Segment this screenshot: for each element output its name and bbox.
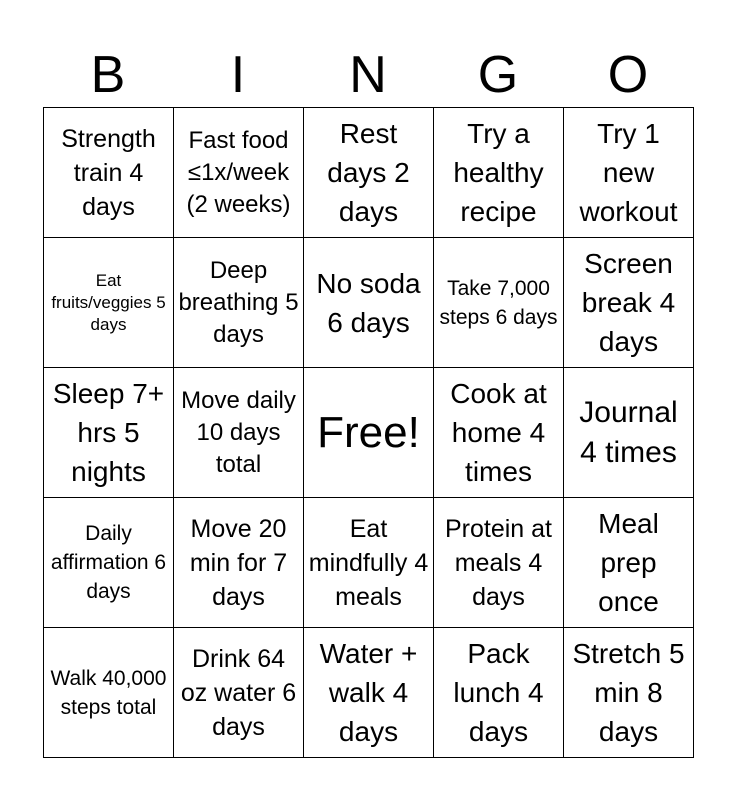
bingo-board	[43, 107, 694, 758]
bingo-cell[interactable]: Eat fruits/veggies 5 days	[44, 238, 174, 368]
bingo-cell[interactable]: Move daily 10 days total	[174, 368, 304, 498]
header-letter-g: G	[477, 46, 519, 104]
header-letter-i: I	[230, 46, 246, 104]
board-row	[44, 628, 694, 758]
bingo-cell[interactable]: Protein at meals 4 days	[434, 498, 564, 628]
bingo-cell[interactable]: Pack lunch 4 days	[434, 628, 564, 758]
board-row	[44, 108, 694, 238]
board-row	[44, 238, 694, 368]
bingo-cell[interactable]: Stretch 5 min 8 days	[564, 628, 694, 758]
bingo-cell[interactable]: Move 20 min for 7 days	[174, 498, 304, 628]
free-space-cell[interactable]: Free!	[304, 368, 434, 498]
board-row	[44, 498, 694, 628]
bingo-cell[interactable]: Daily affirmation 6 days	[44, 498, 174, 628]
board-row	[44, 368, 694, 498]
bingo-cell[interactable]: Fast food ≤1x/week (2 weeks)	[174, 108, 304, 238]
bingo-cell[interactable]: Eat mindfully 4 meals	[304, 498, 434, 628]
bingo-cell[interactable]: Water + walk 4 days	[304, 628, 434, 758]
bingo-cell[interactable]: Sleep 7+ hrs 5 nights	[44, 368, 174, 498]
header-letter-n: N	[349, 46, 387, 104]
bingo-cell[interactable]: Drink 64 oz water 6 days	[174, 628, 304, 758]
bingo-header	[43, 44, 693, 106]
bingo-cell[interactable]: Journal 4 times	[564, 368, 694, 498]
bingo-cell[interactable]: Strength train 4 days	[44, 108, 174, 238]
bingo-cell[interactable]: Deep breathing 5 days	[174, 238, 304, 368]
bingo-cell[interactable]: Walk 40,000 steps total	[44, 628, 174, 758]
bingo-cell[interactable]: Rest days 2 days	[304, 108, 434, 238]
bingo-cell[interactable]: No soda 6 days	[304, 238, 434, 368]
bingo-cell[interactable]: Take 7,000 steps 6 days	[434, 238, 564, 368]
bingo-cell[interactable]: Screen break 4 days	[564, 238, 694, 368]
bingo-cell[interactable]: Try a healthy recipe	[434, 108, 564, 238]
bingo-cell[interactable]: Try 1 new workout	[564, 108, 694, 238]
bingo-cell[interactable]: Cook at home 4 times	[434, 368, 564, 498]
header-letter-o: O	[607, 46, 649, 104]
bingo-cell[interactable]: Meal prep once	[564, 498, 694, 628]
header-letter-b: B	[90, 46, 126, 104]
